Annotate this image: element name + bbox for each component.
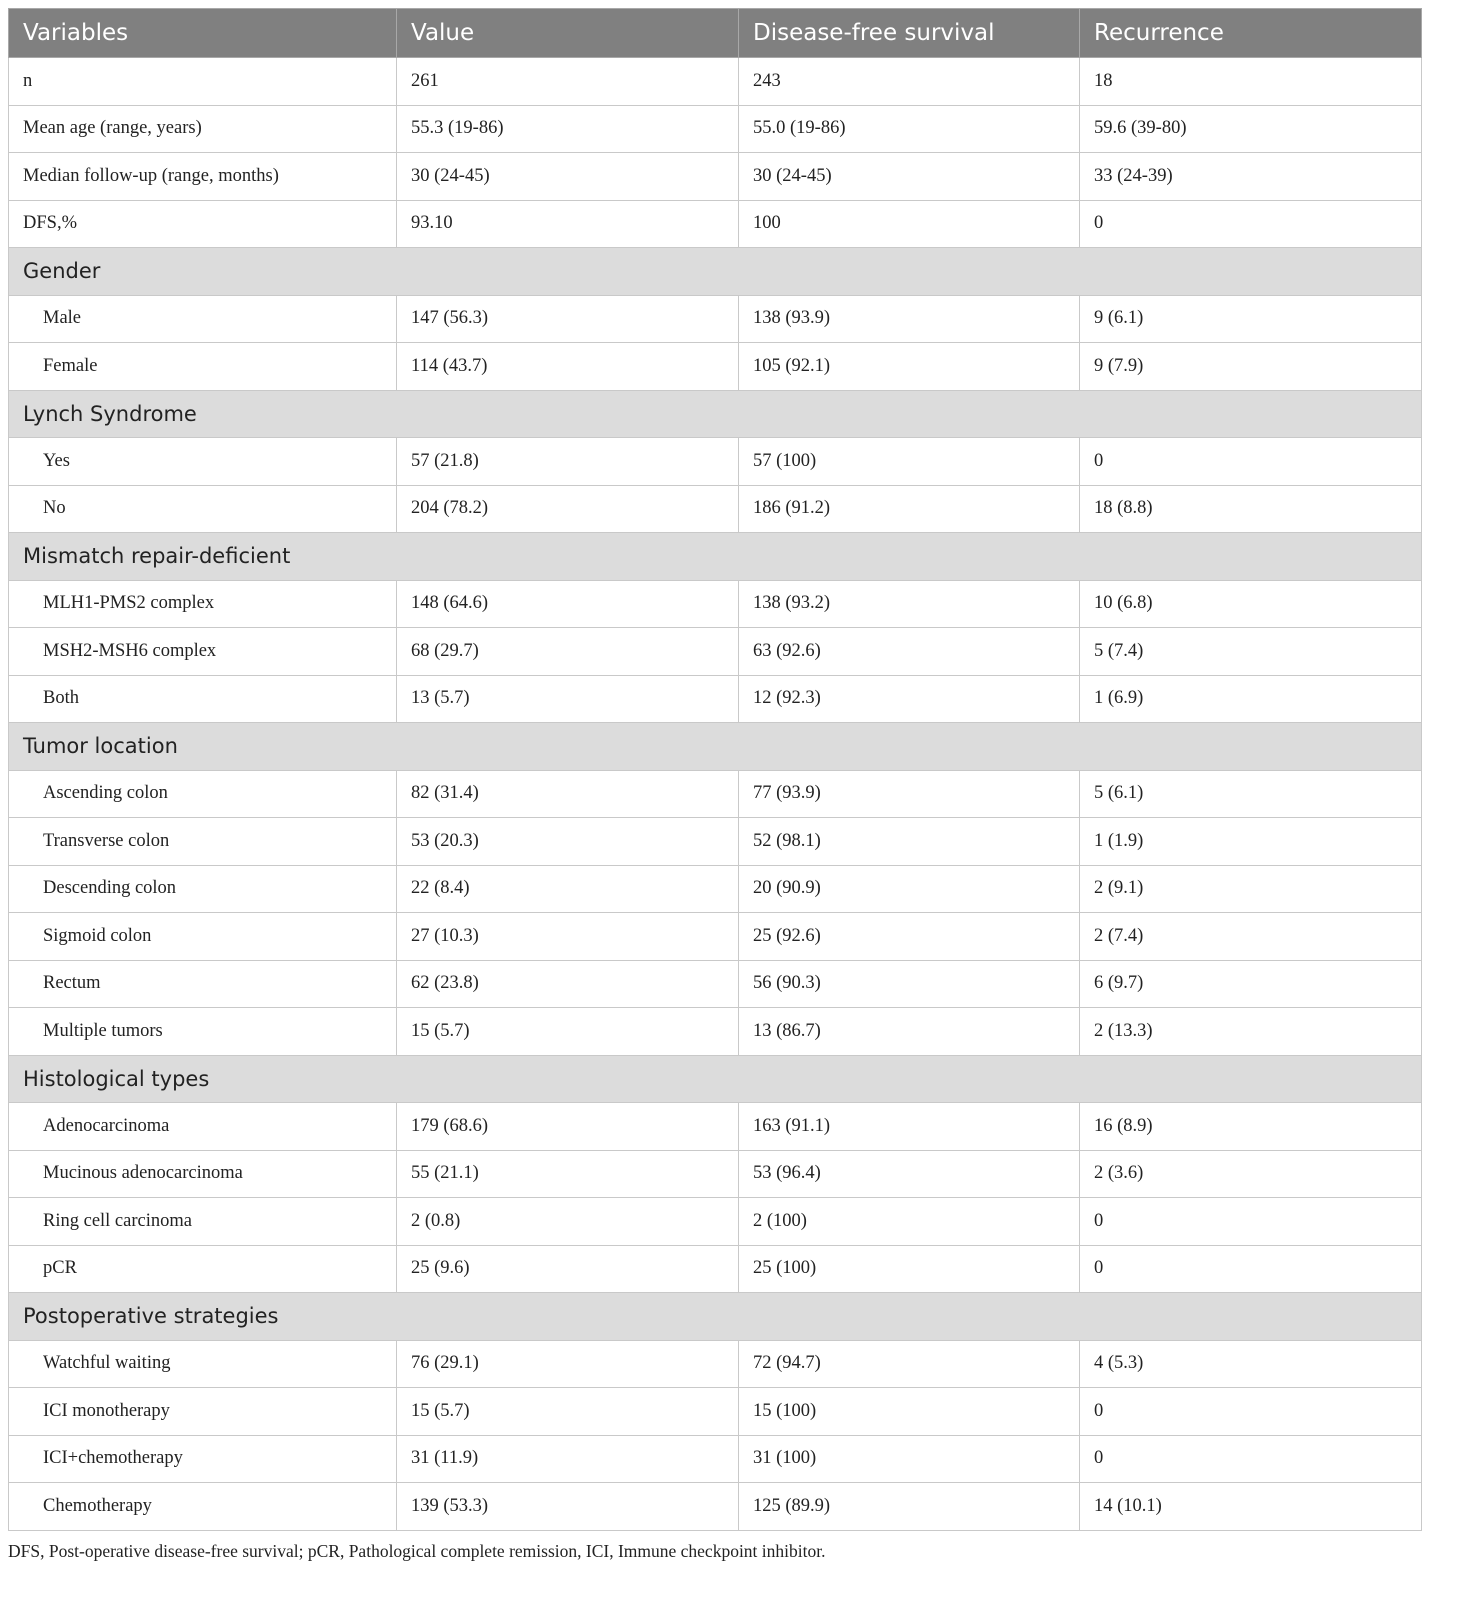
table-row [9, 485, 1422, 533]
cell-variable: ICI monotherapy [9, 1388, 397, 1436]
cell-variable: ICI+chemotherapy [9, 1435, 397, 1483]
cell-variable: Descending colon [9, 865, 397, 913]
cell-disease-free-survival: 243 [739, 58, 1080, 106]
cell-recurrence: 18 (8.8) [1080, 485, 1422, 533]
cell-recurrence: 9 (7.9) [1080, 343, 1422, 391]
cell-variable: MSH2-MSH6 complex [9, 628, 397, 676]
cell-recurrence: 10 (6.8) [1080, 580, 1422, 628]
cell-disease-free-survival: 25 (100) [739, 1245, 1080, 1293]
cell-disease-free-survival: 20 (90.9) [739, 865, 1080, 913]
table-row [9, 295, 1422, 343]
cell-value: 68 (29.7) [397, 628, 739, 676]
cell-disease-free-survival: 2 (100) [739, 1198, 1080, 1246]
cell-recurrence: 6 (9.7) [1080, 960, 1422, 1008]
table-body [9, 58, 1422, 1531]
table-row [9, 580, 1422, 628]
header-value: Value [397, 9, 739, 58]
cell-recurrence: 18 [1080, 58, 1422, 106]
cell-disease-free-survival: 57 (100) [739, 438, 1080, 486]
table-row [9, 1103, 1422, 1151]
cell-variable: MLH1-PMS2 complex [9, 580, 397, 628]
table-row [9, 1008, 1422, 1056]
cell-disease-free-survival: 25 (92.6) [739, 913, 1080, 961]
cell-recurrence: 5 (6.1) [1080, 770, 1422, 818]
cell-value: 15 (5.7) [397, 1388, 739, 1436]
section-heading: Histological types [9, 1055, 1422, 1103]
cell-recurrence: 1 (6.9) [1080, 675, 1422, 723]
cell-value: 82 (31.4) [397, 770, 739, 818]
header-recurrence: Recurrence [1080, 9, 1422, 58]
table-row [9, 675, 1422, 723]
cell-value: 139 (53.3) [397, 1483, 739, 1531]
cell-variable: Sigmoid colon [9, 913, 397, 961]
cell-value: 76 (29.1) [397, 1340, 739, 1388]
section-row [9, 723, 1422, 771]
table-row [9, 960, 1422, 1008]
cell-variable: DFS,% [9, 200, 397, 248]
cell-recurrence: 0 [1080, 1245, 1422, 1293]
cell-disease-free-survival: 72 (94.7) [739, 1340, 1080, 1388]
cell-value: 13 (5.7) [397, 675, 739, 723]
cell-disease-free-survival: 15 (100) [739, 1388, 1080, 1436]
cell-value: 93.10 [397, 200, 739, 248]
table-row [9, 1198, 1422, 1246]
table-row [9, 1340, 1422, 1388]
cell-variable: Multiple tumors [9, 1008, 397, 1056]
cell-variable: Ring cell carcinoma [9, 1198, 397, 1246]
cell-recurrence: 2 (13.3) [1080, 1008, 1422, 1056]
cell-recurrence: 0 [1080, 1198, 1422, 1246]
cell-value: 204 (78.2) [397, 485, 739, 533]
cell-recurrence: 0 [1080, 438, 1422, 486]
cell-variable: Mean age (range, years) [9, 105, 397, 153]
cell-variable: n [9, 58, 397, 106]
cell-value: 114 (43.7) [397, 343, 739, 391]
table-row [9, 1150, 1422, 1198]
cell-value: 179 (68.6) [397, 1103, 739, 1151]
section-heading: Tumor location [9, 723, 1422, 771]
cell-variable: Female [9, 343, 397, 391]
table-row [9, 818, 1422, 866]
table-row [9, 770, 1422, 818]
cell-value: 15 (5.7) [397, 1008, 739, 1056]
header-row [9, 9, 1422, 58]
section-heading: Mismatch repair-deficient [9, 533, 1422, 581]
cell-disease-free-survival: 125 (89.9) [739, 1483, 1080, 1531]
cell-recurrence: 16 (8.9) [1080, 1103, 1422, 1151]
cell-variable: Rectum [9, 960, 397, 1008]
section-row [9, 1293, 1422, 1341]
cell-disease-free-survival: 186 (91.2) [739, 485, 1080, 533]
section-row [9, 1055, 1422, 1103]
cell-variable: Ascending colon [9, 770, 397, 818]
table-header [9, 9, 1422, 58]
table-row [9, 1245, 1422, 1293]
cell-disease-free-survival: 52 (98.1) [739, 818, 1080, 866]
table-row [9, 1388, 1422, 1436]
cell-value: 57 (21.8) [397, 438, 739, 486]
section-heading: Gender [9, 248, 1422, 296]
cell-value: 55 (21.1) [397, 1150, 739, 1198]
cell-variable: Chemotherapy [9, 1483, 397, 1531]
cell-variable: Median follow-up (range, months) [9, 153, 397, 201]
cell-disease-free-survival: 138 (93.9) [739, 295, 1080, 343]
cell-variable: Transverse colon [9, 818, 397, 866]
cell-recurrence: 9 (6.1) [1080, 295, 1422, 343]
cell-recurrence: 14 (10.1) [1080, 1483, 1422, 1531]
section-row [9, 390, 1422, 438]
table-row [9, 153, 1422, 201]
cell-disease-free-survival: 30 (24-45) [739, 153, 1080, 201]
cell-disease-free-survival: 77 (93.9) [739, 770, 1080, 818]
cell-value: 22 (8.4) [397, 865, 739, 913]
cell-variable: Mucinous adenocarcinoma [9, 1150, 397, 1198]
cell-recurrence: 5 (7.4) [1080, 628, 1422, 676]
cell-variable: Male [9, 295, 397, 343]
cell-recurrence: 33 (24-39) [1080, 153, 1422, 201]
section-row [9, 533, 1422, 581]
table-row [9, 438, 1422, 486]
cell-disease-free-survival: 138 (93.2) [739, 580, 1080, 628]
cell-variable: Adenocarcinoma [9, 1103, 397, 1151]
cell-variable: pCR [9, 1245, 397, 1293]
table-row [9, 1435, 1422, 1483]
cell-disease-free-survival: 53 (96.4) [739, 1150, 1080, 1198]
table-row [9, 200, 1422, 248]
cell-disease-free-survival: 63 (92.6) [739, 628, 1080, 676]
cell-recurrence: 2 (9.1) [1080, 865, 1422, 913]
cell-recurrence: 0 [1080, 1435, 1422, 1483]
cell-value: 148 (64.6) [397, 580, 739, 628]
cell-value: 27 (10.3) [397, 913, 739, 961]
cell-variable: Both [9, 675, 397, 723]
cell-recurrence: 59.6 (39-80) [1080, 105, 1422, 153]
table-row [9, 628, 1422, 676]
cell-recurrence: 2 (7.4) [1080, 913, 1422, 961]
cell-variable: Watchful waiting [9, 1340, 397, 1388]
table-row [9, 58, 1422, 106]
cell-disease-free-survival: 105 (92.1) [739, 343, 1080, 391]
cell-recurrence: 4 (5.3) [1080, 1340, 1422, 1388]
cell-recurrence: 2 (3.6) [1080, 1150, 1422, 1198]
data-table [8, 8, 1422, 1531]
table-row [9, 343, 1422, 391]
header-variables: Variables [9, 9, 397, 58]
cell-value: 55.3 (19-86) [397, 105, 739, 153]
cell-disease-free-survival: 55.0 (19-86) [739, 105, 1080, 153]
cell-recurrence: 0 [1080, 200, 1422, 248]
cell-value: 261 [397, 58, 739, 106]
table-row [9, 865, 1422, 913]
cell-variable: Yes [9, 438, 397, 486]
cell-disease-free-survival: 31 (100) [739, 1435, 1080, 1483]
section-heading: Lynch Syndrome [9, 390, 1422, 438]
cell-disease-free-survival: 56 (90.3) [739, 960, 1080, 1008]
table-row [9, 1483, 1422, 1531]
section-heading: Postoperative strategies [9, 1293, 1422, 1341]
cell-recurrence: 0 [1080, 1388, 1422, 1436]
cell-disease-free-survival: 100 [739, 200, 1080, 248]
cell-value: 62 (23.8) [397, 960, 739, 1008]
section-row [9, 248, 1422, 296]
cell-disease-free-survival: 163 (91.1) [739, 1103, 1080, 1151]
cell-disease-free-survival: 12 (92.3) [739, 675, 1080, 723]
cell-value: 31 (11.9) [397, 1435, 739, 1483]
cell-value: 30 (24-45) [397, 153, 739, 201]
cell-value: 147 (56.3) [397, 295, 739, 343]
table-row [9, 105, 1422, 153]
cell-variable: No [9, 485, 397, 533]
table-footnote: DFS, Post-operative disease-free survival; pCR, Pathological complete remission, ICI, Immune checkpoint inhibitor. [8, 1541, 826, 1561]
cell-disease-free-survival: 13 (86.7) [739, 1008, 1080, 1056]
cell-value: 53 (20.3) [397, 818, 739, 866]
cell-value: 25 (9.6) [397, 1245, 739, 1293]
header-disease-free-survival: Disease-free survival [739, 9, 1080, 58]
cell-value: 2 (0.8) [397, 1198, 739, 1246]
cell-recurrence: 1 (1.9) [1080, 818, 1422, 866]
table-row [9, 913, 1422, 961]
